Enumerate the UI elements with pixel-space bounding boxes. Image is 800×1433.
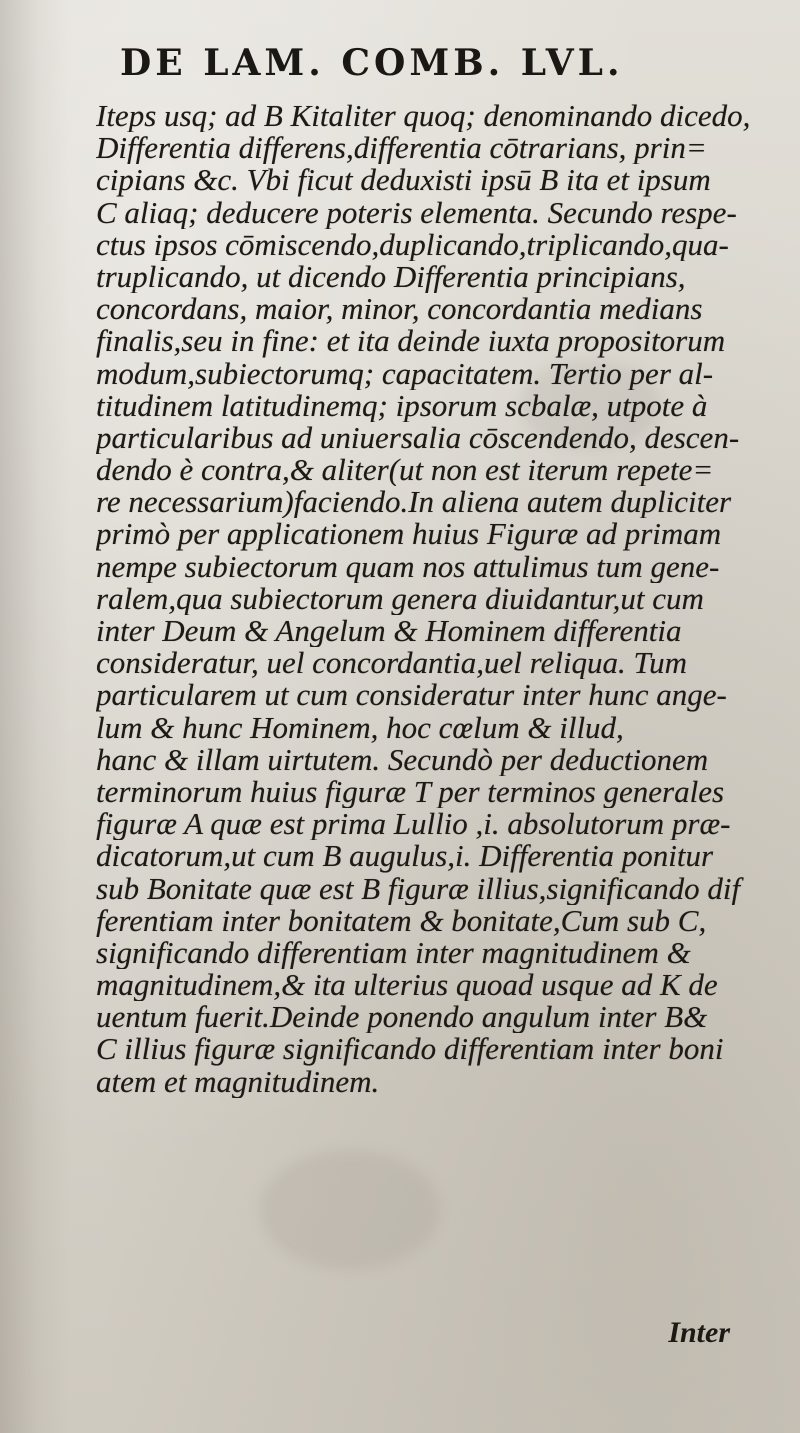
text-line: C illius figuræ significando differentiam inter boni (96, 1033, 724, 1066)
text-line: particularem ut cum consideratur inter hunc ange- (96, 679, 727, 712)
text-line: Differentia differens,differentia cōtrarians, prin= (96, 132, 707, 165)
paper-stain (260, 1150, 440, 1270)
text-line: cipians &c. Vbi ficut deduxisti ipsū B ita et ipsum (96, 164, 711, 197)
text-line: titudinem latitudinemq; ipsorum scbalæ, utpote à (96, 389, 708, 422)
text-line: hanc & illam uirtutem. Secundò per deductionem (96, 743, 709, 776)
page-gutter-shadow (0, 0, 70, 1433)
text-line: inter Deum & Angelum & Hominem differentia (96, 615, 682, 648)
body-text (96, 100, 796, 1098)
text-line: terminorum huius figuræ T per terminos generales (96, 775, 725, 809)
text-line: dendo è contra,& aliter(ut non est iterum repete= (96, 454, 714, 487)
text-line: primò per applicationem huius Figuræ ad primam (96, 518, 722, 551)
text-line: magnitudinem,& ita ulterius quoad usque ad K de (96, 969, 718, 1002)
catchword: Inter (668, 1316, 730, 1349)
text-line: ctus ipsos cōmiscendo,duplicando,triplicando,qua- (96, 228, 729, 261)
text-line: ferentiam inter bonitatem & bonitate,Cum sub C, (96, 904, 707, 937)
text-line: finalis,seu in fine: et ita deinde iuxta propositorum (96, 325, 726, 358)
text-line: re necessarium)faciendo.In aliena autem dupliciter (96, 486, 732, 519)
text-line: ralem,qua subiectorum genera diuidantur,ut cum (96, 582, 704, 615)
text-line: concordans, maior, minor, concordantia medians (96, 293, 703, 326)
running-head: DE LAM. COMB. LVL. (120, 42, 624, 84)
text-line: lum & hunc Hominem, hoc cœlum & illud, (96, 711, 624, 744)
text-line: Iteps usq; ad B Kitaliter quoq; denominando dicedo, (96, 100, 751, 133)
text-line: atem et magnitudinem. (96, 1065, 380, 1098)
text-line: consideratur, uel concordantia,uel reliqua. Tum (96, 647, 687, 680)
text-line: figuræ A quæ est prima Lullio ,i. absolutorum præ- (96, 808, 731, 841)
text-line: truplicando, ut dicendo Differentia principians, (96, 260, 686, 294)
text-line: C aliaq; deducere poteris elementa. Secundo respe- (96, 196, 737, 229)
text-line: nempe subiectorum quam nos attulimus tum gene- (96, 550, 720, 583)
text-line: uentum fuerit.Deinde ponendo angulum inter B& (96, 1001, 708, 1034)
text-line: modum,subiectorumq; capacitatem. Tertio per al- (96, 357, 714, 390)
text-line: significando differentiam inter magnitudinem & (96, 936, 691, 970)
text-line: particularibus ad uniuersalia cōscendendo, descen- (96, 421, 740, 455)
text-line: sub Bonitate quæ est B figuræ illius,significando dif (96, 872, 741, 905)
text-line: dicatorum,ut cum B augulus,i. Differentia ponitur (96, 840, 714, 873)
